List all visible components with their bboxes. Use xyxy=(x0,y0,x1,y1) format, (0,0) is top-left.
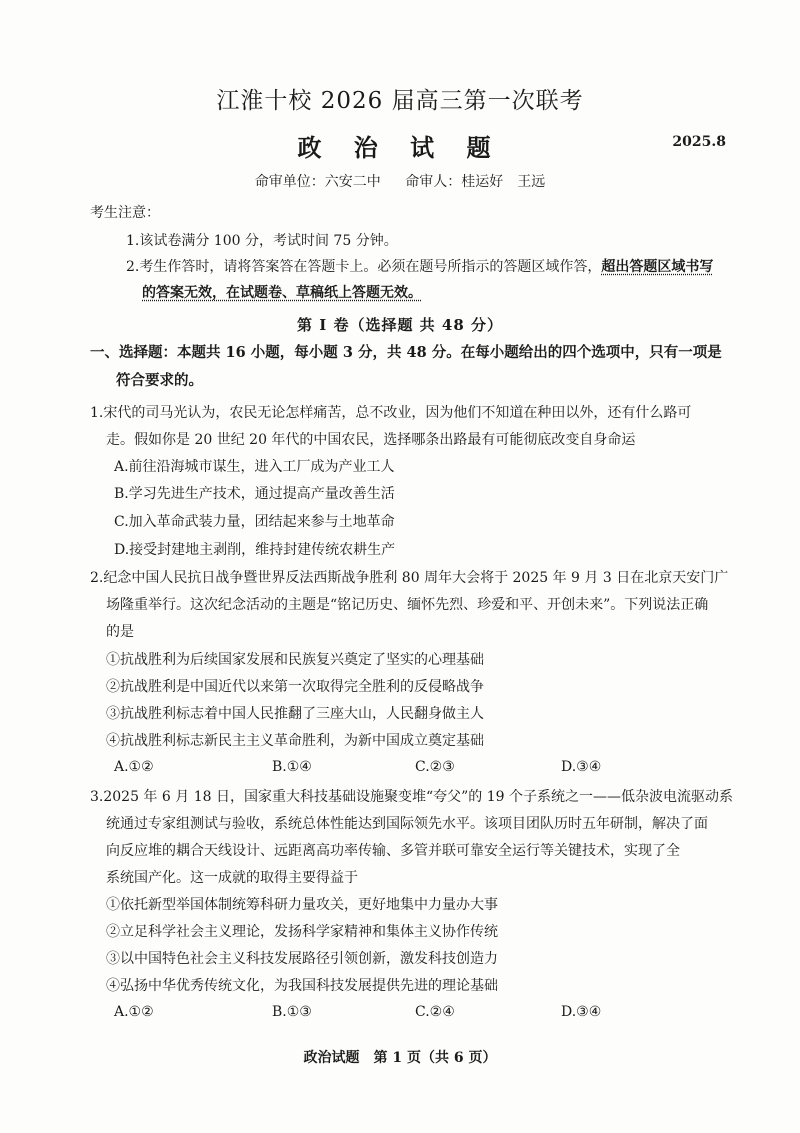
q2-stem-line-3: 的是 xyxy=(106,624,134,640)
page-footer: 政治试题 第 1 页（共 6 页） xyxy=(303,1050,497,1066)
q2-stem-line-1: 2.纪念中国人民抗日战争暨世界反法西斯战争胜利 80 周年大会将于 2025 年 9 月 3 日在北京天安门广 xyxy=(90,570,729,586)
q2-choice-b: B.①④ xyxy=(272,759,312,775)
q3-statement-3: ③以中国特色社会主义科技发展路径引领创新，激发科技创造力 xyxy=(106,951,498,967)
authors-line xyxy=(0,171,800,191)
q2-stem-line-2: 场隆重举行。这次纪念活动的主题是“铭记历史、缅怀先烈、珍爱和平、开创未来”。下列说法正确 xyxy=(106,597,709,613)
q3-stem-line-2: 统通过专家组测试与验收，系统总体性能达到国际领先水平。该项目团队历时五年研制，解决了面 xyxy=(106,816,708,832)
exam-title: 江淮十校 2026 届高三第一次联考 xyxy=(216,88,584,114)
notice-item-2-text: 2.考生作答时，请将答案答在答题卡上。必须在题号所指示的答题区域作答， xyxy=(126,259,602,275)
q2-statement-1: ①抗战胜利为后续国家发展和民族复兴奠定了坚实的心理基础 xyxy=(106,652,484,668)
q2-statement-3: ③抗战胜利标志着中国人民推翻了三座大山，人民翻身做主人 xyxy=(106,706,484,722)
exam-date: 2025.8 xyxy=(672,134,726,150)
q3-choice-b: B.①③ xyxy=(272,1004,312,1020)
q1-option-d: D.接受封建地主剥削，维持封建传统农耕生产 xyxy=(114,542,396,558)
q2-choice-c: C.②③ xyxy=(415,759,455,775)
q3-statement-1: ①依托新型举国体制统筹科研力量攻关，更好地集中力量办大事 xyxy=(106,897,498,913)
q1-stem-line-2: 走。假如你是 20 世纪 20 年代的中国农民，选择哪条出路最有可能彻底改变自身命运 xyxy=(106,432,636,448)
notice-item-2-continued: 的答案无效，在试题卷、草稿纸上答题无效。 xyxy=(142,285,422,301)
q3-stem-line-4: 系统国产化。这一成就的取得主要得益于 xyxy=(106,870,358,886)
q3-choice-c: C.②④ xyxy=(415,1004,455,1020)
notice-item-1: 1.该试卷满分 100 分，考试时间 75 分钟。 xyxy=(126,233,398,249)
q1-stem-line-1: 1.宋代的司马光认为，农民无论怎样痛苦，总不改业，因为他们不知道在种田以外，还有什么路可 xyxy=(90,405,692,421)
subject-title: 政 治 试 题 xyxy=(297,133,503,162)
notice-item-2 xyxy=(126,258,713,276)
q3-stem-line-1: 3.2025 年 6 月 18 日，国家重大科技基础设施聚变堆“夸父”的 19 个子系统之一——低杂波电流驱动系 xyxy=(90,789,733,805)
q3-stem-line-3: 向反应堆的耦合天线设计、远距离高功率传输、多管并联可靠安全运行等关键技术，实现了全 xyxy=(106,843,680,859)
notice-item-2-emphasis: 超出答题区域书写 xyxy=(601,259,714,275)
authors-people: 命审人：桂运好 王远 xyxy=(405,174,546,190)
q2-statement-2: ②抗战胜利是中国近代以来第一次取得完全胜利的反侵略战争 xyxy=(106,679,484,695)
section-title: 第 I 卷（选择题 共 48 分） xyxy=(296,316,503,334)
q2-choice-d: D.③④ xyxy=(561,759,602,775)
q3-statement-4: ④弘扬中华优秀传统文化，为我国科技发展提供先进的理论基础 xyxy=(106,978,498,994)
q2-choice-a: A.①② xyxy=(114,759,154,775)
q3-statement-2: ②立足科学社会主义理论，发扬科学家精神和集体主义协作传统 xyxy=(106,924,498,940)
part-heading-line-2: 符合要求的。 xyxy=(116,372,203,389)
q3-choice-a: A.①② xyxy=(114,1004,154,1020)
q2-statement-4: ④抗战胜利标志新民主主义革命胜利，为新中国成立奠定基础 xyxy=(106,733,484,749)
q1-option-a: A.前往沿海城市谋生，进入工厂成为产业工人 xyxy=(114,459,395,475)
q1-option-b: B.学习先进生产技术，通过提高产量改善生活 xyxy=(114,486,395,502)
authors-unit: 命审单位：六安二中 xyxy=(254,174,381,190)
notice-heading: 考生注意： xyxy=(90,205,160,221)
q1-option-c: C.加入革命武装力量，团结起来参与土地革命 xyxy=(114,514,395,530)
q3-choice-d: D.③④ xyxy=(561,1004,602,1020)
part-heading-line-1: 一、选择题：本题共 16 小题，每小题 3 分，共 48 分。在每小题给出的四个选项中，只有一项是 xyxy=(90,344,722,361)
